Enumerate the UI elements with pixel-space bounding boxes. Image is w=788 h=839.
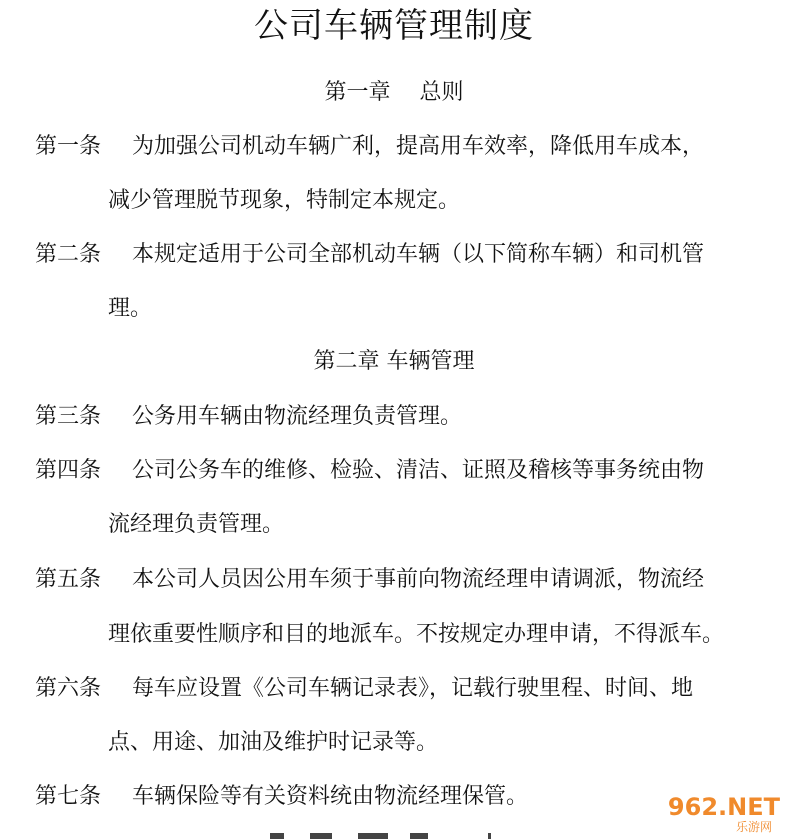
chapter-heading: 第一章 总则	[324, 80, 464, 105]
article-number: 第七条	[35, 784, 102, 809]
article-text-line: 本公司人员因公用车须于事前向物流经理申请调派，物流经	[132, 567, 705, 592]
article-text-line: 本规定适用于公司全部机动车辆（以下简称车辆）和司机管	[132, 242, 705, 267]
document-title: 公司车辆管理制度	[254, 6, 534, 46]
article-text-line: 减少管理脱节现象，特制定本规定。	[108, 188, 461, 213]
article-6	[35, 674, 755, 754]
article-text-line: 公司公务车的维修、检验、清洁、证照及稽核等事务统由物	[132, 458, 705, 483]
article-text-line: 为加强公司机动车辆广利，提高用车效率，降低用车成本，	[132, 134, 705, 159]
cropped-next-line	[250, 833, 510, 839]
article-number: 第四条	[35, 458, 102, 483]
article-text-line: 流经理负责管理。	[108, 512, 285, 537]
article-3	[35, 402, 755, 432]
article-2	[35, 240, 755, 320]
article-text-line: 理依重要性顺序和目的地派车。不按规定办理申请，不得派车。	[108, 622, 725, 647]
article-text-line: 理。	[108, 296, 153, 321]
site-watermark	[650, 791, 780, 835]
article-5	[35, 565, 755, 645]
article-text-line: 每车应设置《公司车辆记录表》，记载行驶里程、时间、地	[132, 676, 694, 701]
watermark-subtext: 乐游网	[735, 820, 772, 834]
article-number: 第五条	[35, 567, 102, 592]
article-number: 第二条	[35, 242, 102, 267]
article-7	[35, 782, 755, 812]
article-text-line: 车辆保险等有关资料统由物流经理保管。	[132, 784, 529, 809]
article-text-line: 公务用车辆由物流经理负责管理。	[132, 404, 463, 429]
article-4	[35, 456, 755, 536]
article-number: 第三条	[35, 404, 102, 429]
watermark-logo-text: 962.NET	[667, 793, 780, 821]
article-1	[35, 132, 755, 212]
article-text-line: 点、用途、加油及维护时记录等。	[108, 730, 439, 755]
chapter-heading: 第二章 车辆管理	[313, 349, 475, 374]
article-number: 第一条	[35, 134, 102, 159]
article-number: 第六条	[35, 676, 102, 701]
